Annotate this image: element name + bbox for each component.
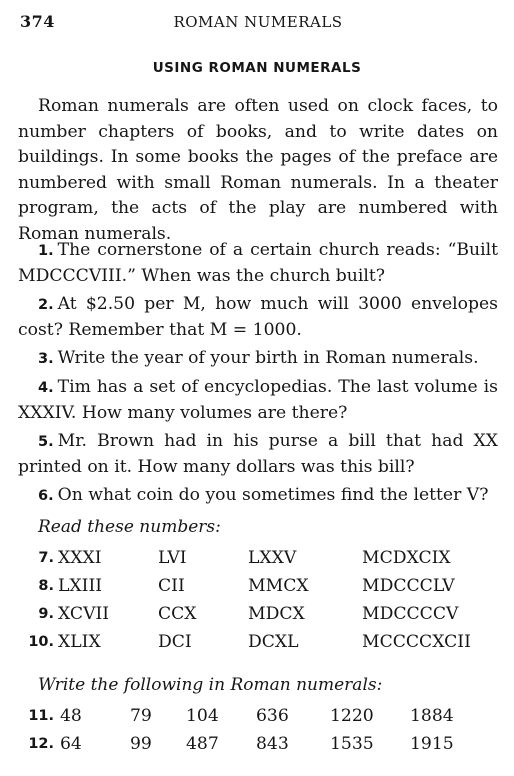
numeral-cell: CII	[158, 576, 185, 596]
numeral-cell: XLIX	[58, 632, 101, 652]
page-header	[20, 12, 496, 34]
problem-item	[18, 238, 498, 289]
exercise-number: 12.	[28, 736, 54, 752]
problem-text: Mr. Brown had in his purse a bill that had XX printed on it. How many dollars was this bill?	[18, 431, 498, 477]
read-numbers-grid	[0, 547, 514, 659]
exercise-number: 10.	[28, 634, 54, 650]
problem-list	[18, 238, 498, 512]
exercise-row	[0, 631, 514, 659]
number-cell: 843	[256, 734, 289, 754]
problem-number: 6.	[38, 488, 54, 504]
number-cell: 636	[256, 706, 289, 726]
numeral-cell: MCCCCXCII	[362, 632, 471, 652]
number-cell: 99	[130, 734, 152, 754]
numeral-cell: LXIII	[58, 576, 103, 596]
problem-number: 5.	[38, 434, 54, 450]
number-cell: 1884	[410, 706, 454, 726]
exercise-row	[0, 575, 514, 603]
exercise-row	[0, 705, 514, 733]
numeral-cell: MDCCCCV	[362, 604, 459, 624]
numeral-cell: MMCX	[248, 576, 309, 596]
section-title: USING ROMAN NUMERALS	[152, 60, 362, 76]
number-cell: 1915	[410, 734, 454, 754]
exercise-number: 11.	[28, 708, 54, 724]
intro-paragraph: Roman numerals are often used on clock faces, to number chapters of books, and to write dates on buildings. In some books the pages of the preface are numbered with small Roman numerals. In a theater program, the acts of the play are numbered with Roman numerals.	[18, 96, 498, 244]
numeral-cell: MDCX	[248, 604, 305, 624]
numeral-cell: MDCCCLV	[362, 576, 455, 596]
exercise-row	[0, 733, 514, 761]
problem-item	[18, 483, 498, 509]
write-numbers-heading: Write the following in Roman numerals:	[38, 675, 383, 695]
problem-text: At $2.50 per M, how much will 3000 envelopes cost? Remember that M = 1000.	[18, 294, 498, 340]
numeral-cell: MCDXCIX	[362, 548, 451, 568]
problem-item	[18, 375, 498, 426]
page-number: 374	[20, 12, 55, 31]
numeral-cell: DCI	[158, 632, 192, 652]
numeral-cell: DCXL	[248, 632, 299, 652]
running-head: ROMAN NUMERALS	[173, 13, 343, 31]
write-numbers-grid	[0, 705, 514, 761]
number-cell: 1220	[330, 706, 374, 726]
number-cell: 79	[130, 706, 152, 726]
number-cell: 48	[60, 706, 82, 726]
problem-number: 2.	[38, 297, 54, 313]
problem-number: 3.	[38, 351, 54, 367]
number-cell: 64	[60, 734, 82, 754]
exercise-number: 9.	[38, 606, 54, 622]
problem-item	[18, 346, 498, 372]
number-cell: 487	[186, 734, 219, 754]
problem-number: 4.	[38, 380, 54, 396]
exercise-row	[0, 603, 514, 631]
numeral-cell: CCX	[158, 604, 197, 624]
read-numbers-heading: Read these numbers:	[38, 517, 221, 537]
numeral-cell: XCVII	[58, 604, 110, 624]
exercise-row	[0, 547, 514, 575]
problem-text: On what coin do you sometimes find the letter V?	[57, 485, 489, 505]
numeral-cell: LXXV	[248, 548, 297, 568]
problem-text: The cornerstone of a certain church reads: “Built MDCCCVIII.” When was the church built?	[18, 240, 498, 286]
problem-text: Write the year of your birth in Roman numerals.	[57, 348, 479, 368]
problem-item	[18, 292, 498, 343]
number-cell: 1535	[330, 734, 374, 754]
exercise-number: 7.	[38, 550, 54, 566]
problem-item	[18, 429, 498, 480]
numeral-cell: XXXI	[58, 548, 102, 568]
problem-number: 1.	[38, 243, 54, 259]
problem-text: Tim has a set of encyclopedias. The last volume is XXXIV. How many volumes are there?	[18, 377, 498, 423]
numeral-cell: LVI	[158, 548, 187, 568]
number-cell: 104	[186, 706, 219, 726]
exercise-number: 8.	[38, 578, 54, 594]
